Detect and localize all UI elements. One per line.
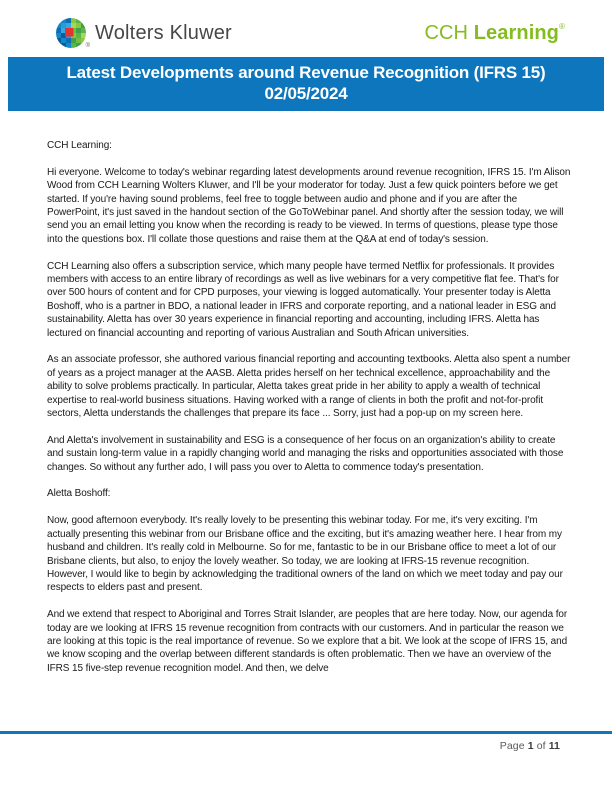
transcript-paragraph: Now, good afternoon everybody. It's really lovely to be presenting this webinar today. For me, it's very exciting. I'm actually presenting this webinar from our Brisbane office and the exciting, but it's amazing weather here. I hear from my husband and children. It's really cold in Melbourne. So for me, fantastic to be in our Brisbane office to meet a lot of our Brisbane clients, but also, to enjoy the lovely weather. So today, we are looking at IFRS-15 revenue recognition. However, I would like to begin by acknowledging the traditional owners of the land on which we meet today and pay our respects to elders past and present. — [47, 515, 563, 594]
current-page: 1 — [527, 740, 534, 752]
transcript-paragraph: And Aletta's involvement in sustainability and ESG is a consequence of her focus on an organization's ability to create and sustain long-term value in a rapidly changing world and managing the risks and opportunities associated with those changes. So without any further ado, I will pass you over to Aletta to commence today's presentation. — [47, 434, 564, 473]
wolters-kluwer-brand — [56, 18, 232, 48]
speaker-label: Aletta Boshoff: — [47, 488, 111, 500]
cch-text: CCH — [424, 21, 474, 44]
footer-rule — [0, 731, 612, 734]
cch-learning-wordmark — [424, 22, 565, 45]
learning-text: Learning — [473, 21, 559, 44]
registered-mark: ® — [559, 21, 565, 31]
transcript-paragraph: CCH Learning also offers a subscription service, which many people have termed Netflix for professionals. It provides members with access to an entire library of recordings as well as live webinars for a very competitive flat fee. That's for over 500 hours of content and for CPD purposes, your viewing is logged automatically. Your presenter today is Aletta Boshoff, who is a partner in BDO, a national leader in IFRS and corporate reporting, and a national leader in ESG and sustainability. Aletta has over 30 years experience in financial reporting and accounting, including IFRS. Aletta has lectured on financial accounting and reporting of various Australian and South African universities. — [47, 260, 559, 339]
transcript-paragraph: As an associate professor, she authored various financial reporting and accounting textbooks. Aletta also spent a number of years as a project manager at the AASB. Aletta prides herself on her technical excellence, approachability and the ability to solve problems practically. In particular, Aletta takes great pride in her ability to apply a wealth of technical expertise to real-world business situations. Having worked with a range of clients in both the profit and not-for-profit sectors, Aletta understands the challenges that prepare its face ... Sorry, just had a pop-up on my screen here. — [47, 354, 571, 420]
masthead — [56, 17, 565, 49]
transcript-paragraph: And we extend that respect to Aboriginal and Torres Strait Islander, are peoples that are here today. Now, our agenda for today are we looking at IFRS 15 revenue recognition from contracts with our customers. And in particular the reason we are looking at this topic is the real importance of revenue. So we explore that a bit. We look at the scope of IFRS 15, and we know scoping and the overlap between different standards is often problematic. Then we have an overview of the IFRS 15 five-step revenue recognition model. And then, we delve — [47, 609, 568, 674]
registered-mark: ® — [85, 43, 90, 49]
speaker-label: CCH Learning: — [47, 140, 112, 151]
transcript-body — [47, 139, 571, 730]
title-banner — [8, 57, 604, 111]
total-pages: 11 — [548, 740, 560, 752]
webinar-title: Latest Developments around Revenue Recognition (IFRS 15) — [66, 63, 546, 82]
page-number — [500, 740, 560, 752]
brand-wordmark: Wolters Kluwer — [95, 21, 232, 44]
webinar-date: 02/05/2024 — [264, 84, 348, 103]
transcript-paragraph: Hi everyone. Welcome to today's webinar regarding latest developments around revenue recognition, IFRS 15. I'm Alison Wood from CCH Learning Wolters Kluwer, and I'll be your moderator for today. Just a few quick pointers before we get started. If you're having sound problems, feel free to toggle between audio and phone and if you are after the PowerPoint, it's just saved in the handout section of the GoToWebinar panel. And shortly after the session today, we will send you an email letting you know when the recording is ready to be viewed. In terms of questions, please type those into the questions box. I'll collate those questions and raise them at the Q&A at end of today's session. — [47, 166, 571, 245]
page-label: Page — [499, 740, 525, 752]
of-label: of — [536, 740, 546, 752]
wolters-kluwer-logo-icon — [56, 18, 90, 49]
